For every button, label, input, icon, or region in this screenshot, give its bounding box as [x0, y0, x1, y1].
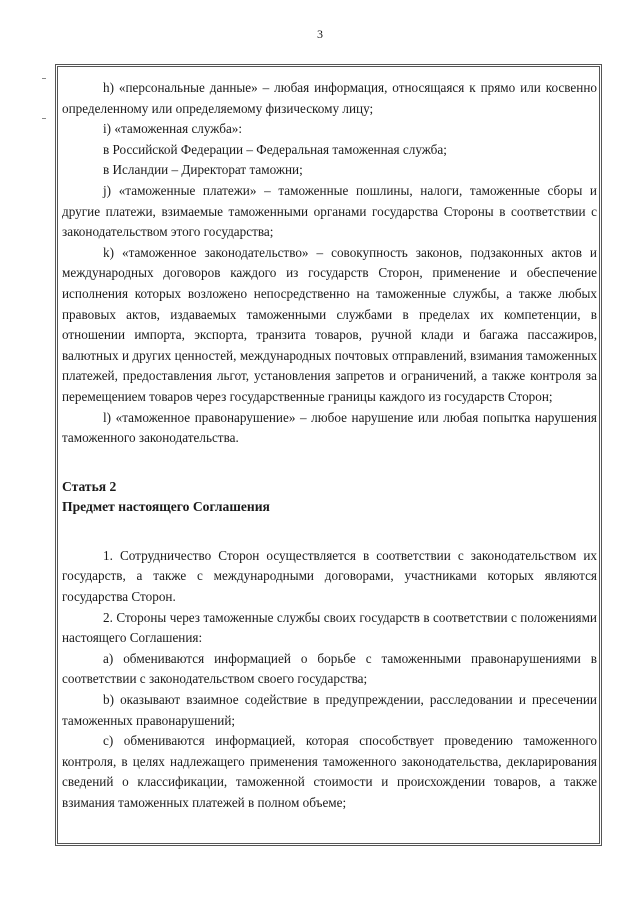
- page-number: 3: [317, 27, 323, 41]
- definition-i-russia: в Российской Федерации – Федеральная таможенная служба;: [103, 141, 447, 157]
- definition-k: k) «таможенное законодательство» – совокупность законов, подзаконных актов и международных договоров каждого из государств Сторон, применение и обеспечение исполнения которых возложено непосредственно на таможенные службы, а также любых правовых актов, издаваемых таможенными службами в пределах их компетенции, в отношении импорта, экспорта, транзита товаров, ручной клади и багажа пассажиров, валютных и других ценностей, международных почтовых отправлений, взимания таможенных платежей, предоставления льгот, установления запретов и ограничений, а также контроля за перемещением товаров через государственные границы каждого из государств Сторон;: [62, 244, 597, 404]
- margin-mark: [42, 118, 46, 119]
- article-title: Предмет настоящего Соглашения: [62, 499, 270, 515]
- definition-i-iceland: в Исландии – Директорат таможни;: [103, 162, 303, 178]
- margin-mark: [42, 78, 46, 79]
- clause-1: 1. Сотрудничество Сторон осуществляется в соответствии с законодательством их государств, а также с международными договорами, участниками которых являются государства Сторон.: [62, 547, 597, 605]
- spacer: [62, 518, 597, 546]
- article-number: Статья 2: [62, 478, 117, 494]
- definition-h: h) «персональные данные» – любая информация, относящаяся к прямо или косвенно определенному или определяемому физическому лицу;: [62, 80, 597, 116]
- definition-l: l) «таможенное правонарушение» – любое нарушение или любая попытка нарушения таможенного законодательства.: [62, 409, 597, 446]
- definition-i: i) «таможенная служба»:: [103, 121, 243, 137]
- spacer: [62, 449, 597, 477]
- clause-2c: c) обмениваются информацией, которая способствует проведению таможенного контроля, в целях надлежащего применения таможенного законодательства, декларирования сведений о классификации, таможенной стоимости и происхождении товаров, а также взимания таможенных платежей в полном объеме;: [62, 733, 597, 810]
- clause-2b: b) оказывают взаимное содействие в предупреждении, расследовании и пресечении таможенных правонарушений;: [62, 692, 597, 728]
- definition-j: j) «таможенные платежи» – таможенные пошлины, налоги, таможенные сборы и другие платежи, взимаемые таможенными органами государства Стороны в соответствии с законодательством этого государства;: [62, 182, 597, 240]
- clause-2a: а) обмениваются информацией о борьбе с таможенными правонарушениями в соответствии с законодательством своего государства;: [62, 650, 597, 687]
- clause-2: 2. Стороны через таможенные службы своих государств в соответствии с положениями настоящего Соглашения:: [62, 609, 597, 646]
- document-body: [62, 78, 597, 814]
